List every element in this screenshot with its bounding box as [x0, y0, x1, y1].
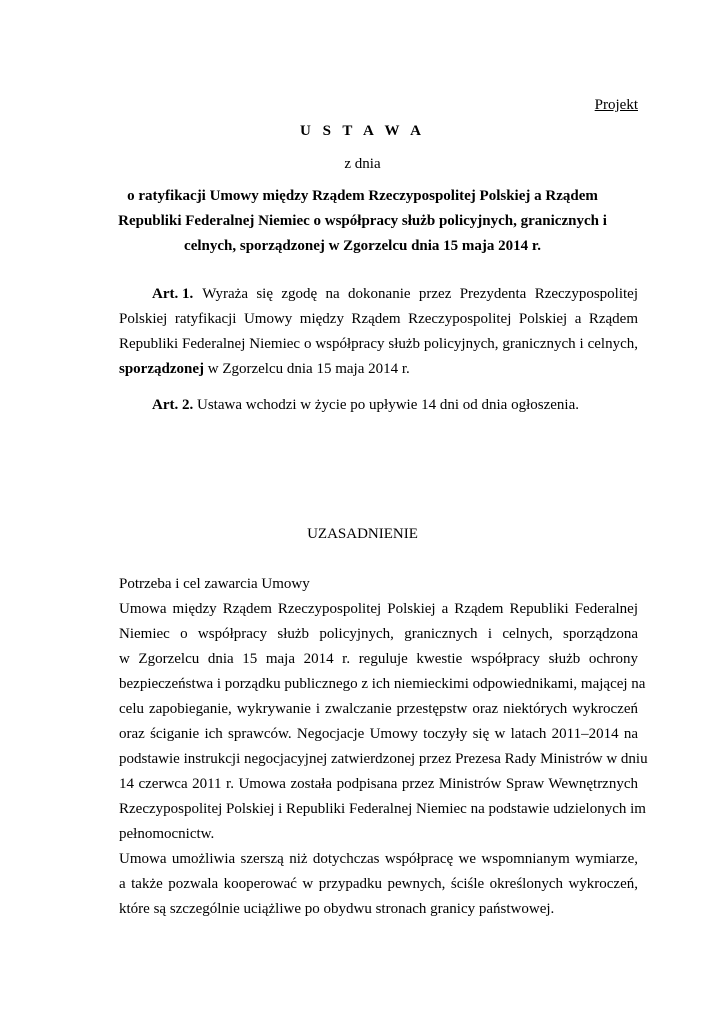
art1-label: Art. 1.: [152, 286, 194, 302]
para1-line-4: bezpieczeństwa i porządku publicznego z ich niemieckimi odpowiednikami, mającej na: [119, 676, 646, 692]
para1-line-9: Rzeczypospolitej Polskiej i Republiki Federalnej Niemiec na podstawie udzielonych im: [119, 801, 646, 817]
para1-line-2: Niemiec o współpracy służb policyjnych, granicznych i celnych, sporządzona: [119, 626, 638, 642]
subject-line-3: celnych, sporządzonej w Zgorzelcu dnia 15 maja 2014 r.: [184, 238, 541, 254]
art1-line-2: Polskiej ratyfikacji Umowy między Rządem Rzeczypospolitej Polskiej a Rządem: [119, 311, 638, 327]
para1-line-1: Umowa między Rządem Rzeczypospolitej Polskiej a Rządem Republiki Federalnej: [119, 601, 638, 617]
art1-bold-word: sporządzonej: [119, 361, 204, 377]
draft-label: Projekt: [594, 97, 638, 113]
art1-line-1: [152, 285, 638, 303]
para2-line-2: a także pozwala kooperować w przypadku pewnych, ściśle określonych wykroczeń,: [119, 876, 638, 892]
para1-line-7: podstawie instrukcji negocjacyjnej zatwierdzonej przez Prezesa Rady Ministrów w dniu: [119, 751, 648, 767]
para1-line-5: celu zapobieganie, wykrywanie i zwalczanie przestępstw oraz niektórych wykroczeń: [119, 701, 638, 717]
para2-line-1: Umowa umożliwia szerszą niż dotychczas współpracę we wspomnianym wymiarze,: [119, 851, 638, 867]
subject-line-2: Republiki Federalnej Niemiec o współpracy służb policyjnych, granicznych i: [118, 213, 607, 229]
subject-line-1: o ratyfikacji Umowy między Rządem Rzeczypospolitej Polskiej a Rządem: [127, 188, 598, 204]
date-line: z dnia: [344, 156, 381, 172]
art1-line-3: Republiki Federalnej Niemiec o współpracy służb policyjnych, granicznych i celnych,: [119, 336, 638, 352]
art2-label: Art. 2.: [152, 397, 194, 413]
para2-line-3: które są szczególnie uciążliwe po obydwu stronach granicy państwowej.: [119, 901, 555, 917]
art2-text: Ustawa wchodzi w życie po upływie 14 dni od dnia ogłoszenia.: [197, 397, 579, 413]
art1-text-1: Wyraża się zgodę na dokonanie przez Prezydenta Rzeczypospolitej: [202, 286, 638, 302]
art2-line: [152, 396, 579, 414]
art1-line-4: [119, 360, 410, 378]
justification-heading: UZASADNIENIE: [307, 526, 418, 542]
para1-line-6: oraz ściganie ich sprawców. Negocjacje Umowy toczyły się w latach 2011–2014 na: [119, 726, 638, 742]
para1-line-8: 14 czerwca 2011 r. Umowa została podpisana przez Ministrów Spraw Wewnętrznych: [119, 776, 638, 792]
document-title: U S T A W A: [299, 123, 426, 139]
para1-line-10: pełnomocnictw.: [119, 826, 215, 842]
section-title: Potrzeba i cel zawarcia Umowy: [119, 576, 310, 592]
para1-line-3: w Zgorzelcu dnia 15 maja 2014 r. reguluje kwestie współpracy służb ochrony: [119, 651, 638, 667]
art1-line-4-rest: w Zgorzelcu dnia 15 maja 2014 r.: [204, 361, 410, 377]
